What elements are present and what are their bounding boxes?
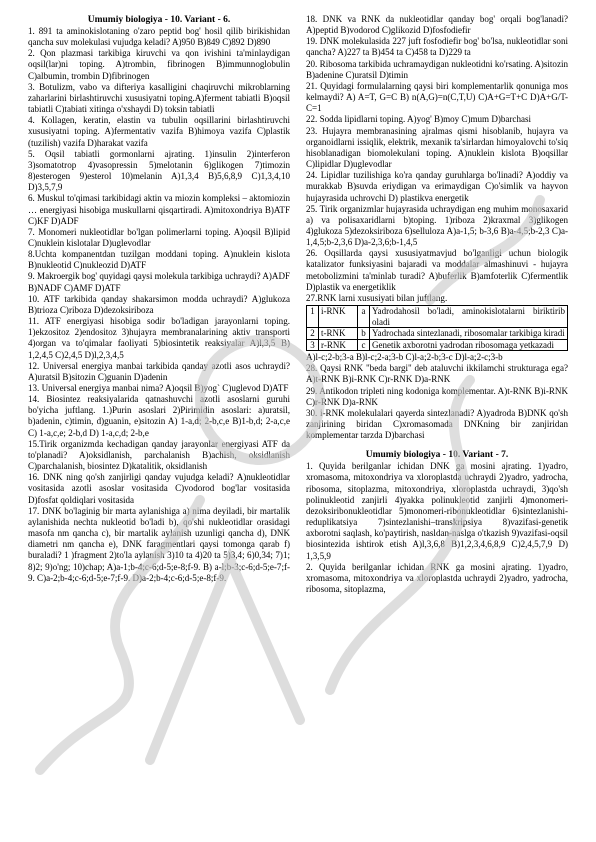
question: 5. Oqsil tabiatli gormonlarni ajrating. 1)insulin 2)interferon 3)somatotrop 4)vasopressin 5)melotanin 6)glikogen 7)timozin 8)esterogen 9)esterol 10)melanin A)1,3,4 B)5,6,8,9 C)1,3,4,10 D)3,5,7,9	[28, 148, 290, 193]
document-page	[28, 14, 568, 834]
answer-options: A)l-c;2-b;3-a B)l-c;2-a;3-b C)l-a;2-b;3-c D)l-a;2-c;3-b	[306, 352, 503, 363]
question: 27.RNK larni xususiyati bilan juftlang.	[306, 292, 448, 303]
left-column	[28, 14, 290, 584]
question: 14. Biosintez reaksiyalarida qatnashuvchi azotli asoslarni guruhi bo'yicha juftlang. 1.)Purin asoslari 2)Pirimidin asoslari: a)uratsil, b)adenin, c)timin, d)guanin, e)sitozin A) 1-a,d; 2-b,c,e B)1-b,d; 2-a,c,e C) 1-a,c,e; 2-b,d D) 1-a,c,d; 2-b,e	[28, 394, 290, 438]
table-cell: r-RNK	[319, 339, 358, 351]
question: 21. Quyidagi formulalarning qaysi biri komplementarlik qonuniga mos kelmaydi? A) A=T, G=C B) n(A,G)=n(C,T,U) C)A+G=T+C D)A+G/T-C=1	[306, 80, 568, 114]
question: 28. Qaysi RNK "beda bargi" deb ataluvchi ikkilamchi strukturaga ega? A)t-RNK B)i-RNK C)r-RNK D)a-RNK	[306, 363, 568, 385]
question: 4. Kollagen, keratin, elastin va tubulin oqsillarini birlashtiruvchi xususiyatni toping. A)fermentativ vazifa B)himoya vazifa C)plastik (tuzilish) vazifa D)harakat vazifa	[28, 115, 290, 148]
variant-6-title: Umumiy biologiya - 10. Variant - 6.	[87, 15, 231, 25]
table-cell: 1	[307, 306, 319, 328]
question: 10. ATF tarkibida qanday shakarsimon modda uchraydi? A)glukoza B)trioza C)riboza D)dezoksiriboza	[28, 293, 290, 315]
question: 22. Sodda lipidlarni toping. A)yog' B)moy C)mum D)barchasi	[306, 114, 532, 125]
question: 6. Muskul to'qimasi tarkibidagi aktin va miozin kompleksi – aktomiozin … energiyasi hisobiga muskullarni qisqartiradi. A)mitoxondriya B)ATF C)KF D)ADF	[28, 193, 290, 226]
table-cell: Yadrodahosil bo'ladi, aminokislotalarni biriktirib oladi	[370, 306, 568, 328]
table-row	[307, 306, 568, 328]
question: 1. 891 ta aminokislotaning o'zaro peptid bog' hosil qilib birikishidan qancha suv molekulasi vujudga keladi? A)950 B)849 C)892 D)890	[28, 26, 290, 48]
question: 8.Uchta kompanentdan tuzilgan moddani toping. A)nuklein kislota B)nukleotid C)nukleozid D)ATF	[28, 249, 290, 271]
table-cell: t-RNK	[319, 328, 358, 340]
right-column	[306, 14, 568, 595]
question: 12. Universal energiya manbai tarkibida qanday azotli asos uchraydi? A)uratsil B)sitozin C)guanin D)adenin	[28, 360, 290, 382]
question: 26. Oqsillarda qaysi xususiyatmavjud bo'lganligi uchun biologik katalizator funksiyasini bajaradi va moddalar almashinuvi - hujayra metobolizmini ta'minlab turadi? A)buferlik B)amfoterlik C)fermentlik D)plastik va energetiklik	[306, 248, 568, 292]
question: 15.Tirik organizmda kechadigan qanday jarayonlar energiyasi ATF da to'planadi? A)oksidlanish, parchalanish B)achish, oksidlanish C)parchalanish, biosintez D)katalitik, oksidlanish	[28, 438, 290, 472]
table-row	[307, 339, 568, 351]
table-cell: 3	[307, 339, 319, 351]
question: 19. DNK molekulasida 227 juft fosfodiefir bog' bo'lsa, nukleotidlar soni qancha? A)227 ta B)454 ta C)458 ta D)229 ta	[306, 36, 568, 58]
table-cell: b	[358, 328, 370, 340]
question: 1. Quyida berilganlar ichidan DNK ga mosini ajrating. 1)yadro, xromasoma, mitoxondriya va xloroplastda uchraydi 2)yadro, yadrocha, ribosoma, sitoplazma, mitoxondriya, xloroplastda uchraydi, 3)qo'sh polinukleotid zanjirli 4)yakka polinukleotid zanjirli 4)monomeri-dezoksiribonukleotidlar 5)monomeri-ribonukleotidlar 6)sintezlanishi-reduplikatsiya 7)sintezlanishi–transkripsiya 8)vazifasi-genetik axborotni saqlash, ko'paytirish, nasldan-naslga o'tkazish 9)vazifasi-oqsil biosintezida ishtirok etish A)l,3,6,8 B)1,2,3,4,6,8,9 C)2,4,5,7,9 D) 1,3,5,9	[306, 461, 568, 561]
question: 7. Monomeri nukleotidlar bo'lgan polimerlarni toping. A)oqsil B)lipid C)nuklein kislotalar D)uglevodlar	[28, 226, 290, 248]
variant-7-title: Umumiy biologiya - 10. Variant - 7.	[365, 450, 509, 461]
question: 30. i-RNK molekulalari qayerda sintezlanadi? A)yadroda B)DNK qo'sh zanjirining biridan C)xromasomada DNKning bir zanjiridan komplementar tarzda D)barchasi	[306, 407, 568, 441]
question: 25. Tirik organizmlar hujayrasida uchraydigan eng muhim monosaxarid a) va polisaxaridlarni b)toping. 1)riboza 2)kraxmal 3)glikogen 4)glukoza 5)dezoksiriboza 6)selluloza A)a-1,5; b-3,6 B)a-4,5;b-2,3 C)a-1,4,5;b-2,3,6 D)a-2,3,6;b-1,4,5	[306, 203, 568, 248]
question: 9. Makroergik bog' quyidagi qaysi molekula tarkibiga uchraydi? A)ADF B)NADF C)AMF D)ATF	[28, 271, 291, 293]
question: 29. Antikodon tripleti ning kodoniga komplementar. A)t-RNK B)i-RNK C)r-RNK D)a-RNK	[306, 385, 568, 407]
table-cell: Yadrochada sintezlanadi, ribosomalar tarkibiga kiradi	[370, 328, 568, 340]
table-cell: a	[358, 306, 370, 328]
question: 13. Universal energiya manbai nima? A)oqsil B)yog` C)uglevod D)ATF	[28, 383, 289, 393]
question: 11. ATF energiyasi hisobiga sodir bo'ladigan jarayonlarni toping. 1)ekzositoz 2)endositoz 3)hujayra membranalarining aktiv transporti 4)organ va to'qimalar faoliyati 5)biosintetik reaksiyalar A)l,3,5 B) 1,2,4,5 C)2,4,5 D)l,2,3,4,5	[28, 316, 290, 360]
section-gap	[306, 441, 568, 449]
question: 17. DNK bo'laginig bir marta aylanishiga a) nima deyiladi, bir martalik aylanishida nechta nukleotid bo'ladi b), qo'shi nukleotidlar orasidagi masofa nm qancha c), bir martalik aylanish uzunligi qancha d), DNK diametri nm qancha e), DNK faragmentlari qaysi tomonga qarab f) buraladi? 1 )fragment 2)to'la aylanish 3)10 ta 4)20 ta 5)3,4; 6)0,34; 7)1; 8)2; 9)o'ng; 10)chap; A)a-1;b-4;c-6;d-5;e-8;f-9. B) a-l;b-3;c-6;d-5;e-7;f-9. C)a-2;b-4;c-6;d-5;e-7;f-9. D)a-2;b-4;c-6;d-5;e-8;f-9.	[28, 505, 290, 583]
rna-matching-table	[306, 305, 568, 351]
table-row	[307, 328, 568, 340]
table-cell: Genetik axborotni yadrodan ribosomaga yetkazadi	[370, 339, 568, 351]
question: 2. Qon plazmasi tarkibiga kiruvchi va qon ivishini ta'minlaydigan oqsil(lar)ni toping. A)trombin, fibrinogen B)immunnoglobulin C)albumin, trombin D)fibrinogen	[28, 48, 290, 81]
table-cell: c	[358, 339, 370, 351]
question: 18. DNK va RNK da nukleotidlar qanday bog' orqali bog'lanadi? A)peptid B)vodorod C)glikozid D)fosfodiefir	[306, 14, 568, 36]
question: 20. Ribosoma tarkibida uchramaydigan nukleotidni ko'rsating. A)sitozin B)adenine C)uratsil D)timin	[306, 58, 568, 80]
table-cell: 2	[307, 328, 319, 340]
question: 23. Hujayra membranasining ajralmas qismi hisoblanib, hujayra va organoidlarni issiqlik, elektrik, mexanik ta'sirlardan himoyalovchi to'siq hisoblanadigan biomolekulani toping. A)nuklein kislota B)oqsillar C)lipidlar D)uglevodlar	[306, 125, 568, 170]
question: 16. DNK ning qo'sh zanjirligi qanday vujudga keladi? A)nukleotidlar vositasida azotli asoslar vositasida C)vodorod bog'lar vositasida D)fosfat qoldiqlari vositasida	[28, 472, 290, 505]
question: 24. Lipidlar tuzilishiga ko'ra qanday guruhlarga bo'linadi? A)oddiy va murakkab B)suvda eriydigan va erimaydigan C)o'simlik va hayvon hujayrasida uchrovchi D) plastikva energetik	[306, 170, 568, 203]
question: 2. Quyida berilganlar ichidan RNK ga mosini ajrating. 1)yadro, xromasoma, mitoxondriya va xloroplastda uchraydi 2)yadro, yadrocha, ribosoma, sitoplazma,	[306, 561, 568, 595]
table-cell: i-RNK	[319, 306, 358, 328]
question: 3. Botulizm, vabo va difteriya kasalligini chaqiruvchi mikroblarning zaharlarini birlashtiruvchi xususiyatni toping.A)ferment tabiatli B)oqsil tabiatli C)tabiati xitinga o'xshaydi D) toksin tabiatli	[28, 81, 290, 115]
